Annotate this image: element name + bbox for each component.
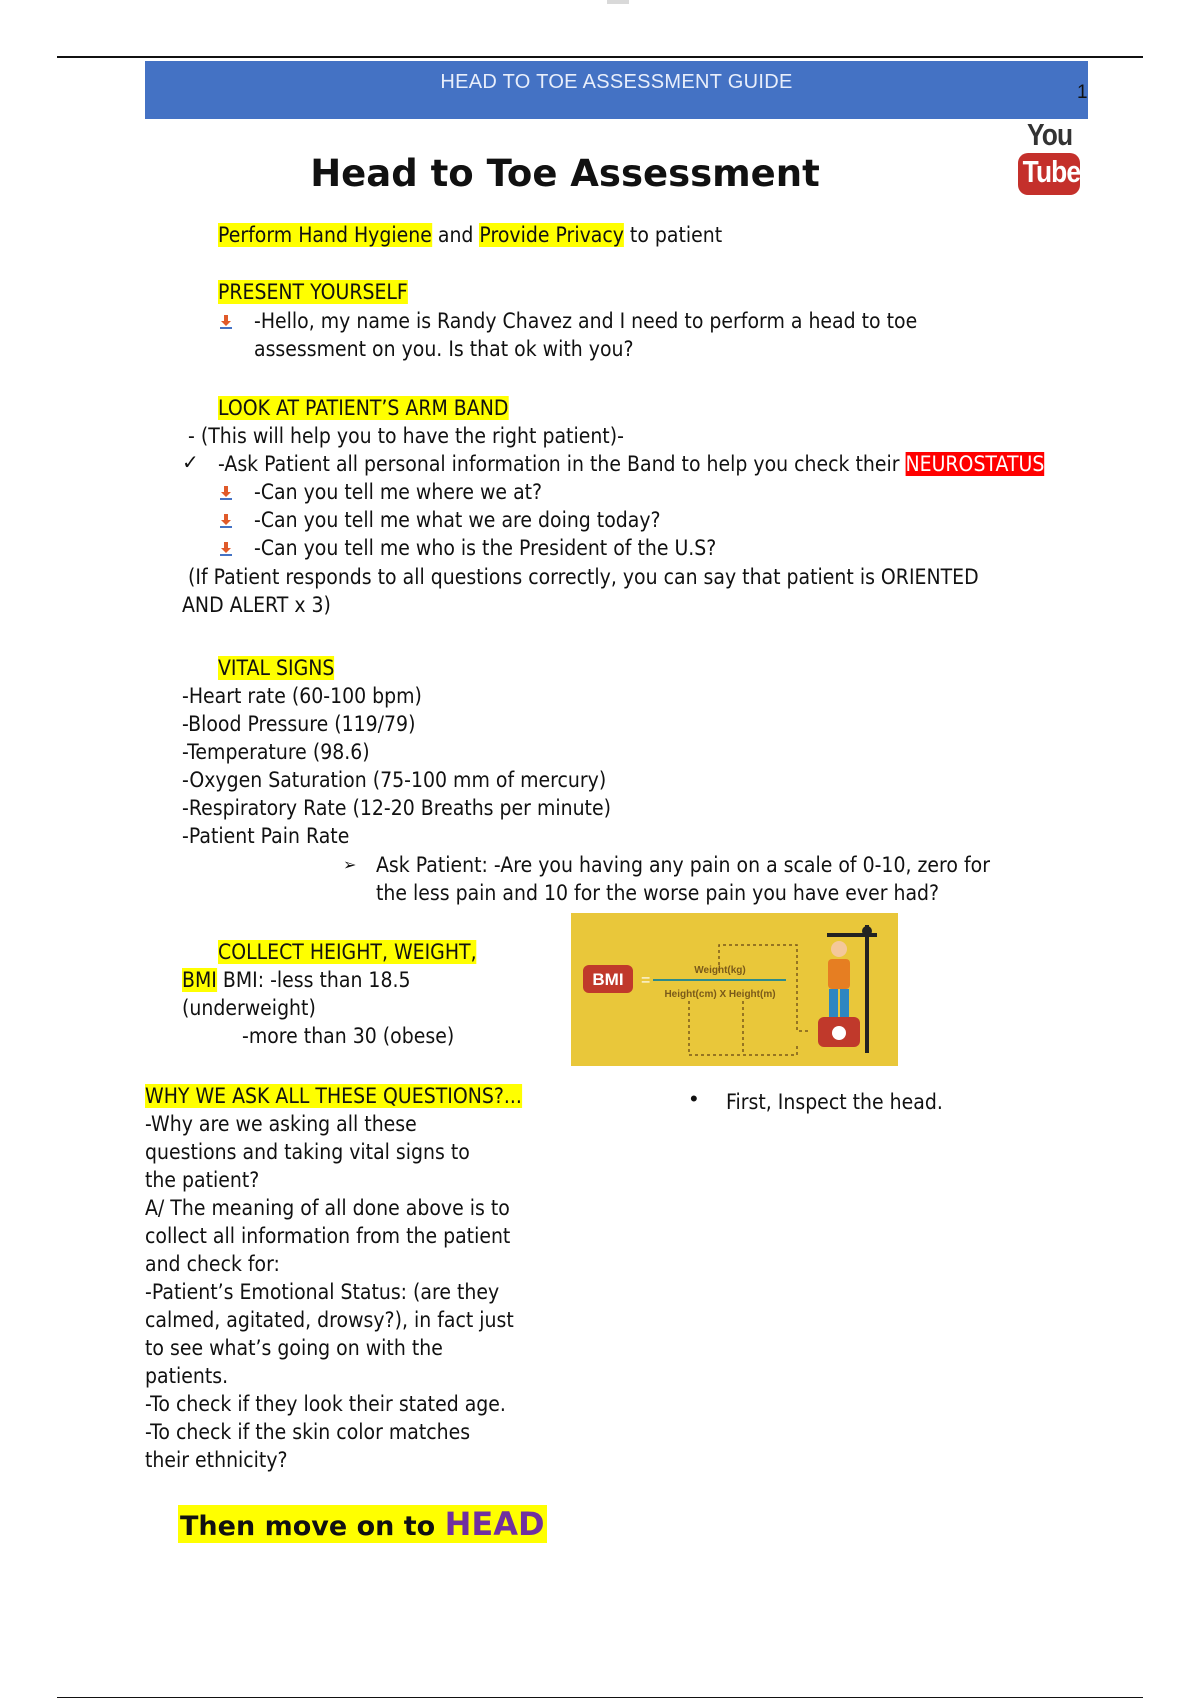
privacy-highlight: Provide Privacy [479, 223, 624, 247]
why-line: questions and taking vital signs to [145, 1140, 470, 1164]
bmi-line-1 [182, 966, 411, 994]
why-line: their ethnicity? [145, 1448, 288, 1472]
orientation-result-1: (If Patient responds to all questions correctly, you can say that patient is ORIENTED [188, 565, 979, 589]
pain-question-1: Ask Patient: -Are you having any pain on a scale of 0-10, zero for [376, 853, 990, 877]
pain-question-2: the less pain and 10 for the worse pain you have ever had? [376, 881, 940, 905]
present-line-1: -Hello, my name is Randy Chavez and I need to perform a head to toe [254, 309, 918, 333]
bmi-line-2: (underweight) [182, 996, 316, 1020]
why-line: collect all information from the patient [145, 1224, 511, 1248]
checkmark-icon: ✓ [182, 452, 199, 474]
download-bullet-icon [218, 314, 234, 330]
header-band [145, 61, 1088, 119]
hygiene-line [218, 221, 722, 249]
top-rule [57, 56, 1143, 58]
person-leg [829, 989, 838, 1017]
vital-item: -Oxygen Saturation (75-100 mm of mercury) [182, 768, 607, 792]
youtube-logo-you: You [1027, 117, 1073, 152]
vitals-heading-text: VITAL SIGNS [218, 656, 335, 680]
bullet-dot-icon: • [690, 1086, 698, 1111]
why-line: patients. [145, 1364, 229, 1388]
why-line: calmed, agitated, drowsy?), in fact just [145, 1308, 514, 1332]
armband-heading [218, 394, 508, 422]
bmi-heading-1-text: COLLECT HEIGHT, WEIGHT, [218, 940, 477, 964]
vitals-heading [218, 654, 334, 682]
bmi-denominator: Height(cm) X Height(m) [664, 989, 776, 1000]
bmi-numerator: Weight(kg) [694, 965, 746, 976]
orientation-question: -Can you tell me where we at? [254, 480, 543, 504]
hygiene-tail: to patient [623, 223, 723, 247]
bmi-dashed-line [719, 945, 811, 1031]
head-emphasis: HEAD [444, 1505, 545, 1543]
bmi-heading-2-text: BMI [182, 968, 217, 992]
hand-hygiene-highlight: Perform Hand Hygiene [218, 223, 432, 247]
present-line-2: assessment on you. Is that ok with you? [254, 337, 634, 361]
why-line: -Patient’s Emotional Status: (are they [145, 1280, 500, 1304]
download-bullet-icon [218, 513, 234, 529]
why-line: to see what’s going on with the [145, 1336, 443, 1360]
person-head [831, 941, 847, 957]
armband-ask-text: -Ask Patient all personal information in the Band to help you check their [218, 452, 906, 476]
download-bullet-icon [218, 485, 234, 501]
vital-item: -Heart rate (60-100 bpm) [182, 684, 422, 708]
armband-note: - (This will help you to have the right patient)- [188, 424, 624, 448]
vital-item: -Patient Pain Rate [182, 824, 350, 848]
why-line: -To check if they look their stated age. [145, 1392, 506, 1416]
why-heading [145, 1082, 522, 1110]
person-shirt [828, 959, 850, 989]
bmi-formula-image [571, 913, 898, 1066]
page-number: 1 [1077, 82, 1088, 103]
bmi-underweight-text: BMI: -less than 18.5 [216, 968, 411, 992]
vital-item: -Respiratory Rate (12-20 Breaths per minute) [182, 796, 611, 820]
why-line: and check for: [145, 1252, 280, 1276]
bmi-badge-text: BMI [592, 970, 624, 989]
document-title: Head to Toe Assessment [310, 152, 820, 195]
person-leg [840, 989, 849, 1017]
present-heading-text: PRESENT YOURSELF [218, 280, 408, 304]
orientation-result-2: AND ALERT x 3) [182, 593, 331, 617]
bmi-line-3: -more than 30 (obese) [242, 1024, 455, 1048]
present-heading [218, 278, 408, 306]
armband-ask-line [218, 450, 1044, 478]
vital-item: -Temperature (98.6) [182, 740, 370, 764]
move-on-text: Then move on to [180, 1511, 445, 1542]
vital-item: -Blood Pressure (119/79) [182, 712, 416, 736]
download-bullet-icon [218, 541, 234, 557]
why-line: A/ The meaning of all done above is to [145, 1196, 510, 1220]
bmi-heading-1 [218, 938, 477, 966]
header-title: HEAD TO TOE ASSESSMENT GUIDE [440, 71, 793, 93]
arrow-bullet-icon: ➢ [343, 857, 357, 874]
move-on-to-head [178, 1505, 547, 1543]
top-scroll-mark [607, 0, 629, 4]
youtube-logo-tube: Tube [1022, 154, 1081, 189]
height-scale-knob [862, 926, 872, 936]
weighing-scale-dial [832, 1026, 846, 1040]
why-line: -Why are we asking all these [145, 1112, 417, 1136]
why-line: the patient? [145, 1168, 260, 1192]
hygiene-and: and [431, 223, 480, 247]
why-heading-text: WHY WE ASK ALL THESE QUESTIONS?... [145, 1084, 522, 1108]
bottom-rule [57, 1697, 1143, 1698]
why-line: -To check if the skin color matches [145, 1420, 471, 1444]
neurostatus-highlight: NEUROSTATUS [905, 452, 1045, 476]
inspect-head-text: First, Inspect the head. [726, 1090, 943, 1114]
bmi-equals: = [641, 972, 651, 989]
orientation-question: -Can you tell me what we are doing today? [254, 508, 661, 532]
bmi-illustration [571, 913, 898, 1066]
armband-heading-text: LOOK AT PATIENT’S ARM BAND [218, 396, 509, 420]
orientation-question: -Can you tell me who is the President of the U.S? [254, 536, 717, 560]
